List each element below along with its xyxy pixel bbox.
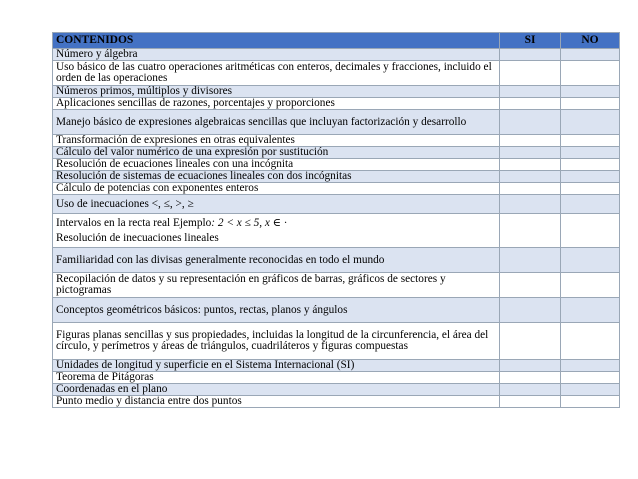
row-label: Unidades de longitud y superficie en el Sistema Internacional (SI) (53, 360, 500, 372)
no-cell[interactable] (561, 396, 620, 408)
header-no: NO (561, 33, 620, 49)
si-cell[interactable] (500, 248, 561, 273)
row-label: Recopilación de datos y su representación en gráficos de barras, gráficos de sectores y pictogramas (53, 273, 500, 298)
si-cell[interactable] (500, 195, 561, 214)
no-cell[interactable] (561, 135, 620, 147)
no-cell[interactable] (561, 171, 620, 183)
row-label: Familiaridad con las divisas generalmente reconocidas en todo el mundo (53, 248, 500, 273)
table-row (53, 135, 620, 147)
interval-label: Intervalos en la recta real Ejemplo (56, 216, 212, 229)
no-cell[interactable] (561, 147, 620, 159)
table-row (53, 248, 620, 273)
si-cell[interactable] (500, 147, 561, 159)
row-label: Teorema de Pitágoras (53, 372, 500, 384)
row-label: Punto medio y distancia entre dos puntos (53, 396, 500, 408)
si-cell[interactable] (500, 183, 561, 195)
si-cell[interactable] (500, 384, 561, 396)
si-cell[interactable] (500, 135, 561, 147)
header-si: SI (500, 33, 561, 49)
no-cell[interactable] (561, 159, 620, 171)
table-row (53, 171, 620, 183)
header-contenidos: CONTENIDOS (53, 33, 500, 49)
no-cell[interactable] (561, 86, 620, 98)
no-cell[interactable] (561, 372, 620, 384)
si-cell[interactable] (500, 298, 561, 323)
no-cell[interactable] (561, 183, 620, 195)
row-label: Conceptos geométricos básicos: puntos, rectas, planos y ángulos (53, 298, 500, 323)
si-cell[interactable] (500, 214, 561, 248)
no-cell[interactable] (561, 214, 620, 248)
table-row (53, 298, 620, 323)
row-label: Figuras planas sencillas y sus propiedades, incluidas la longitud de la circunferencia, el área del círculo, y perímetros y áreas de triángulos, cuadriláteros y figuras compuestas (53, 323, 500, 360)
si-cell[interactable] (500, 98, 561, 110)
table-row (53, 384, 620, 396)
si-cell[interactable] (500, 110, 561, 135)
si-cell[interactable] (500, 273, 561, 298)
no-cell[interactable] (561, 195, 620, 214)
table-row (53, 61, 620, 86)
contents-table (52, 32, 620, 408)
table-header-row (53, 33, 620, 49)
table-row (53, 360, 620, 372)
row-label: Número y álgebra (53, 49, 500, 61)
si-cell[interactable] (500, 396, 561, 408)
no-cell[interactable] (561, 273, 620, 298)
row-label: Números primos, múltiplos y divisores (53, 86, 500, 98)
table-row (53, 396, 620, 408)
table-row (53, 49, 620, 61)
si-cell[interactable] (500, 171, 561, 183)
table-row (53, 323, 620, 360)
row-label: Coordenadas en el plano (53, 384, 500, 396)
no-cell[interactable] (561, 49, 620, 61)
row-label: Uso de inecuaciones <, ≤, >, ≥ (53, 195, 500, 214)
table-row (53, 183, 620, 195)
table-row (53, 273, 620, 298)
table-row (53, 159, 620, 171)
no-cell[interactable] (561, 98, 620, 110)
table-row (53, 195, 620, 214)
table-row (53, 214, 620, 248)
no-cell[interactable] (561, 360, 620, 372)
si-cell[interactable] (500, 159, 561, 171)
table-row (53, 147, 620, 159)
no-cell[interactable] (561, 248, 620, 273)
si-cell[interactable] (500, 372, 561, 384)
row-label: Transformación de expresiones en otras equivalentes (53, 135, 500, 147)
no-cell[interactable] (561, 298, 620, 323)
row-label: Uso básico de las cuatro operaciones aritméticas con enteros, decimales y fracciones, incluido el orden de las operaciones (53, 61, 500, 86)
table-row (53, 372, 620, 384)
interval-second-line: Resolución de inecuaciones lineales (56, 231, 219, 244)
no-cell[interactable] (561, 110, 620, 135)
si-cell[interactable] (500, 86, 561, 98)
si-cell[interactable] (500, 49, 561, 61)
row-label: Cálculo del valor numérico de una expresión por sustitución (53, 147, 500, 159)
row-label: Resolución de sistemas de ecuaciones lineales con dos incógnitas (53, 171, 500, 183)
row-label-interval (53, 214, 500, 248)
no-cell[interactable] (561, 323, 620, 360)
row-label: Aplicaciones sencillas de razones, porcentajes y proporciones (53, 98, 500, 110)
table-row (53, 86, 620, 98)
no-cell[interactable] (561, 61, 620, 86)
si-cell[interactable] (500, 61, 561, 86)
si-cell[interactable] (500, 323, 561, 360)
interval-example: : 2 < x ≤ 5, x ∈ · (211, 216, 287, 229)
row-label: Resolución de ecuaciones lineales con una incógnita (53, 159, 500, 171)
no-cell[interactable] (561, 384, 620, 396)
row-label: Manejo básico de expresiones algebraicas sencillas que incluyan factorización y desarrollo (53, 110, 500, 135)
si-cell[interactable] (500, 360, 561, 372)
table-row (53, 110, 620, 135)
row-label: Cálculo de potencias con exponentes enteros (53, 183, 500, 195)
table-row (53, 98, 620, 110)
